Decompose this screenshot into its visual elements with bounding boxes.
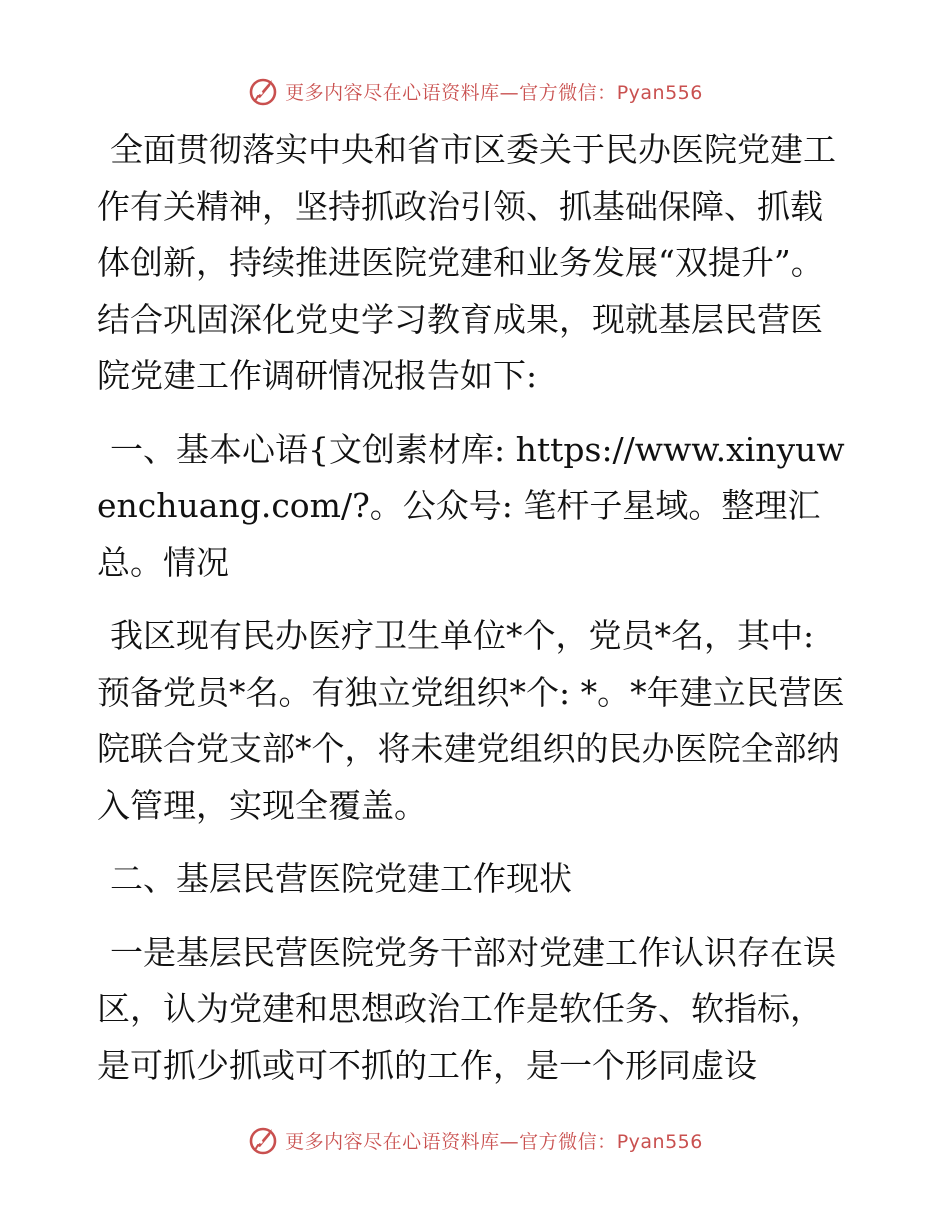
section-heading-2: 二、基层民营医院党建工作现状	[110, 859, 572, 898]
header-brand-line	[285, 78, 703, 105]
header-contact-label: 官方微信：	[519, 81, 617, 104]
header-separator: —	[499, 81, 520, 104]
section-heading-1: 一、基本心语{文创素材库: https://www.xinyuwenchuang.com/?。公众号: 笔杆子星域。整理汇总。情况	[97, 429, 845, 582]
paragraph-current-status: 一是基层民营医院党务干部对党建工作认识存在误区，认为党建和思想政治工作是软任务、软指标，是可抓少抓或可不抓的工作，是一个形同虚设	[97, 932, 836, 1085]
paragraph-intro: 全面贯彻落实中央和省市区委关于民办医院党建工作有关精神，坚持抓政治引领、抓基础保障、抓载体创新，持续推进医院党建和业务发展“双提升”。结合巩固深化党史学习教育成果，现就基层民营医院党建工作调研情况报告如下:	[97, 130, 836, 395]
footer-separator: —	[499, 1130, 520, 1153]
header-watermark	[0, 71, 950, 111]
paragraph-basic-situation: 我区现有民办医疗卫生单位*个，党员*名，其中: 预备党员*名。有独立党组织*个: *。*年建立民营医院联合党支部*个，将未建党组织的民办医院全部纳入管理，实现全覆盖。	[97, 616, 845, 825]
header-brand-text: 更多内容尽在心语资料库	[285, 81, 500, 104]
footer-brand-line	[285, 1127, 703, 1154]
footer-brand-text: 更多内容尽在心语资料库	[285, 1130, 500, 1153]
footer-watermark	[0, 1120, 950, 1160]
header-contact-id: Pyan556	[616, 81, 703, 104]
quill-pen-logo-icon	[247, 75, 279, 107]
footer-contact-id: Pyan556	[616, 1130, 703, 1153]
footer-contact-label: 官方微信：	[519, 1130, 617, 1153]
quill-pen-logo-icon	[247, 1124, 279, 1156]
document-body	[97, 122, 849, 1111]
